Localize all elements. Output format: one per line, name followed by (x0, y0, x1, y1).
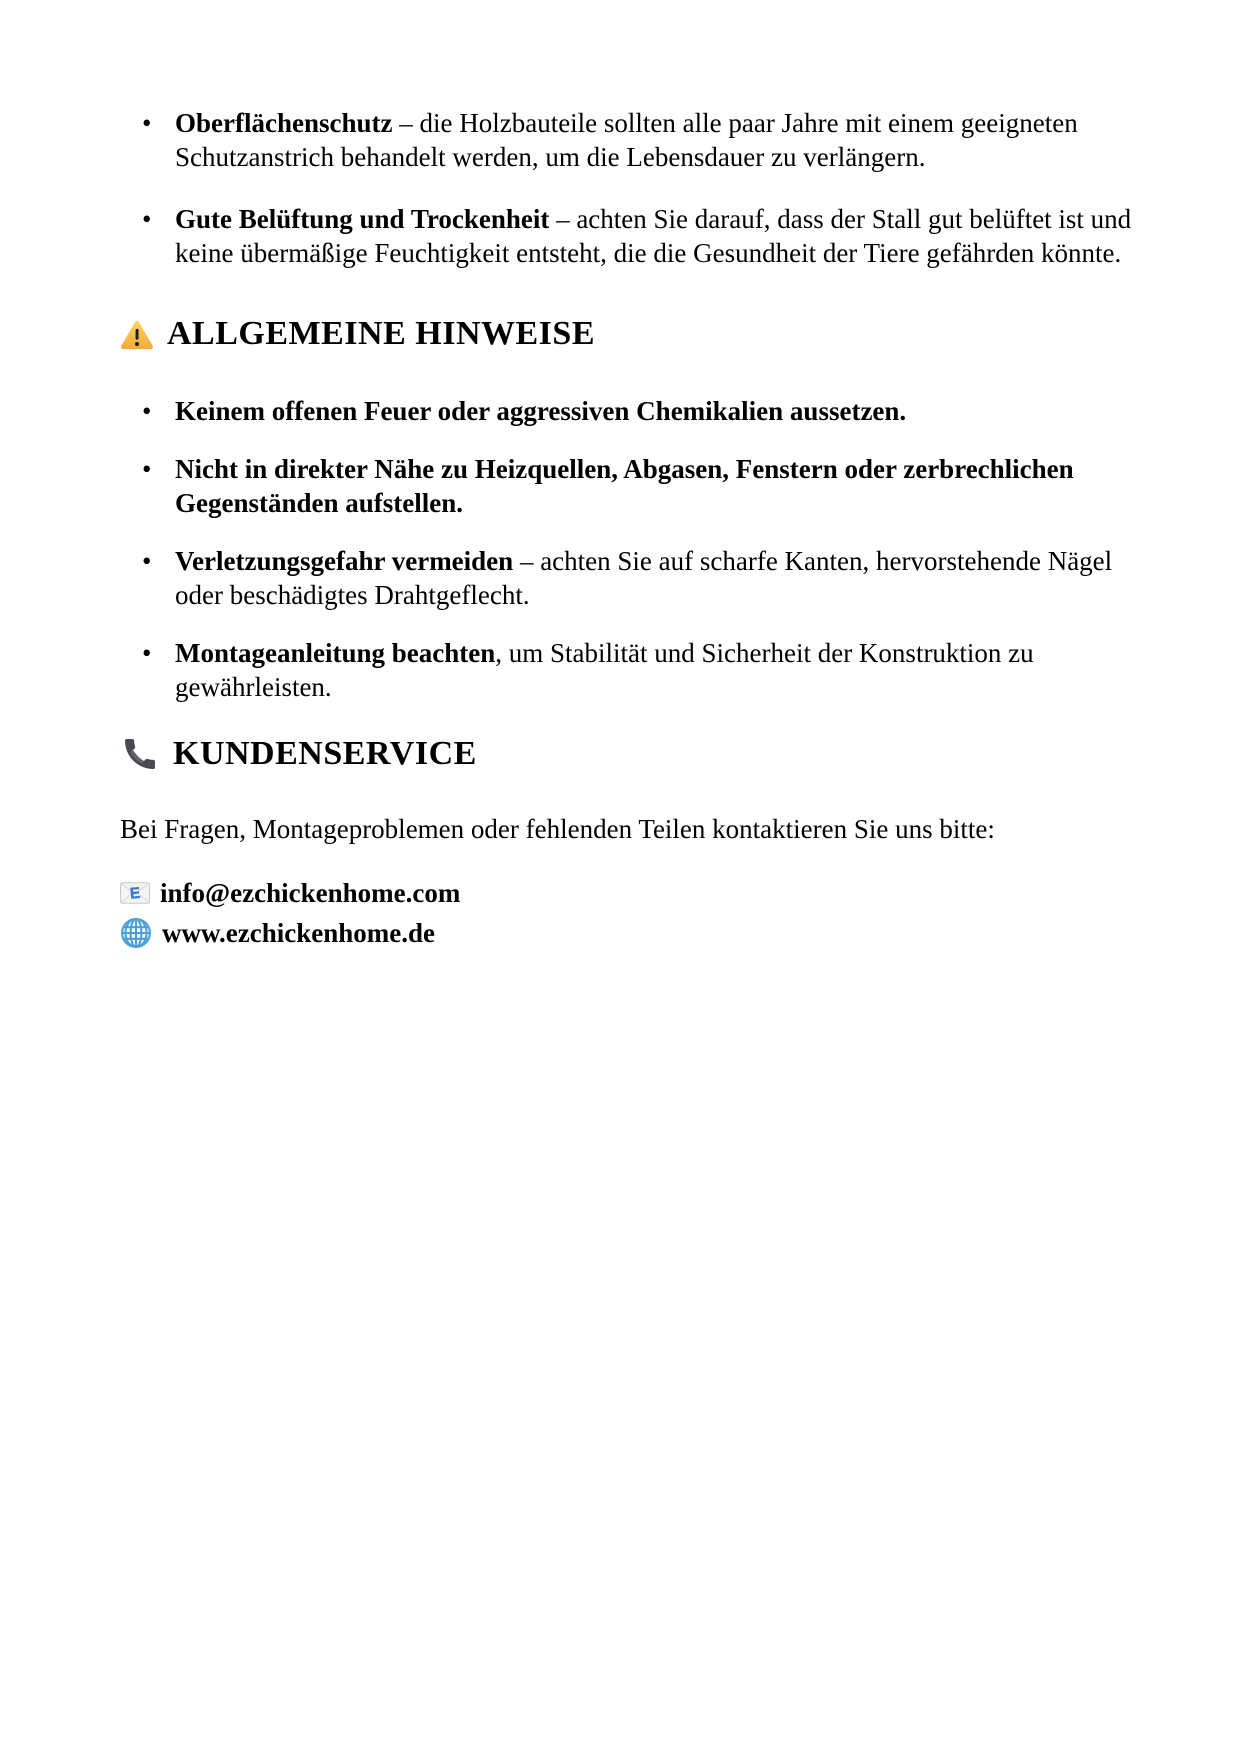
item-text: – achten Sie auf scharfe Kanten, hervorstehende Nägel oder beschädigtes Drahtgeflecht. (175, 546, 1113, 610)
item-bold-text: Montageanleitung beachten (175, 638, 496, 668)
list-item (120, 202, 1135, 270)
email-icon (120, 882, 150, 904)
item-text: – die Holzbauteile sollten alle paar Jahre mit einem geeigneten Schutzanstrich behandelt werden, um die Lebensdauer zu verlängern. (175, 108, 1078, 172)
email-icon-letter: E (129, 884, 141, 903)
item-bold-text: Oberflächenschutz (175, 108, 393, 138)
hints-list (120, 394, 1135, 704)
item-bold-text: Gute Belüftung und Trockenheit (175, 204, 550, 234)
globe-icon (120, 917, 152, 949)
list-item (120, 394, 1135, 428)
section-title: ALLGEMEINE HINWEISE (167, 315, 595, 352)
section-heading-kundenservice (120, 734, 1135, 774)
contact-email-text: info@ezchickenhome.com (160, 878, 461, 908)
service-intro: Bei Fragen, Montageproblemen oder fehlenden Teilen kontaktieren Sie uns bitte: (120, 814, 995, 844)
list-item (120, 452, 1135, 520)
list-item (120, 544, 1135, 612)
list-item (120, 106, 1135, 174)
warning-icon (120, 319, 154, 350)
contact-email-line (120, 876, 1135, 910)
item-bold-text: Nicht in direkter Nähe zu Heizquellen, Abgasen, Fenstern oder zerbrechlichen Gegenständen aufstellen. (175, 454, 1074, 518)
section-title: KUNDENSERVICE (173, 735, 477, 772)
item-bold-text: Keinem offenen Feuer oder aggressiven Chemikalien aussetzen. (175, 396, 907, 426)
contact-website-line (120, 916, 1135, 950)
item-text: – achten Sie darauf, dass der Stall gut belüftet ist und keine übermäßige Feuchtigkeit entsteht, die die Gesundheit der Tiere gefährden könnte. (175, 204, 1132, 268)
care-list (120, 106, 1135, 270)
phone-icon (120, 734, 160, 774)
list-item (120, 636, 1135, 704)
section-heading-hinweise (120, 314, 1135, 354)
contact-website-text: www.ezchickenhome.de (162, 918, 435, 948)
item-text: , um Stabilität und Sicherheit der Konstruktion zu gewährleisten. (175, 638, 1034, 702)
item-bold-text: Verletzungsgefahr vermeiden (175, 546, 514, 576)
